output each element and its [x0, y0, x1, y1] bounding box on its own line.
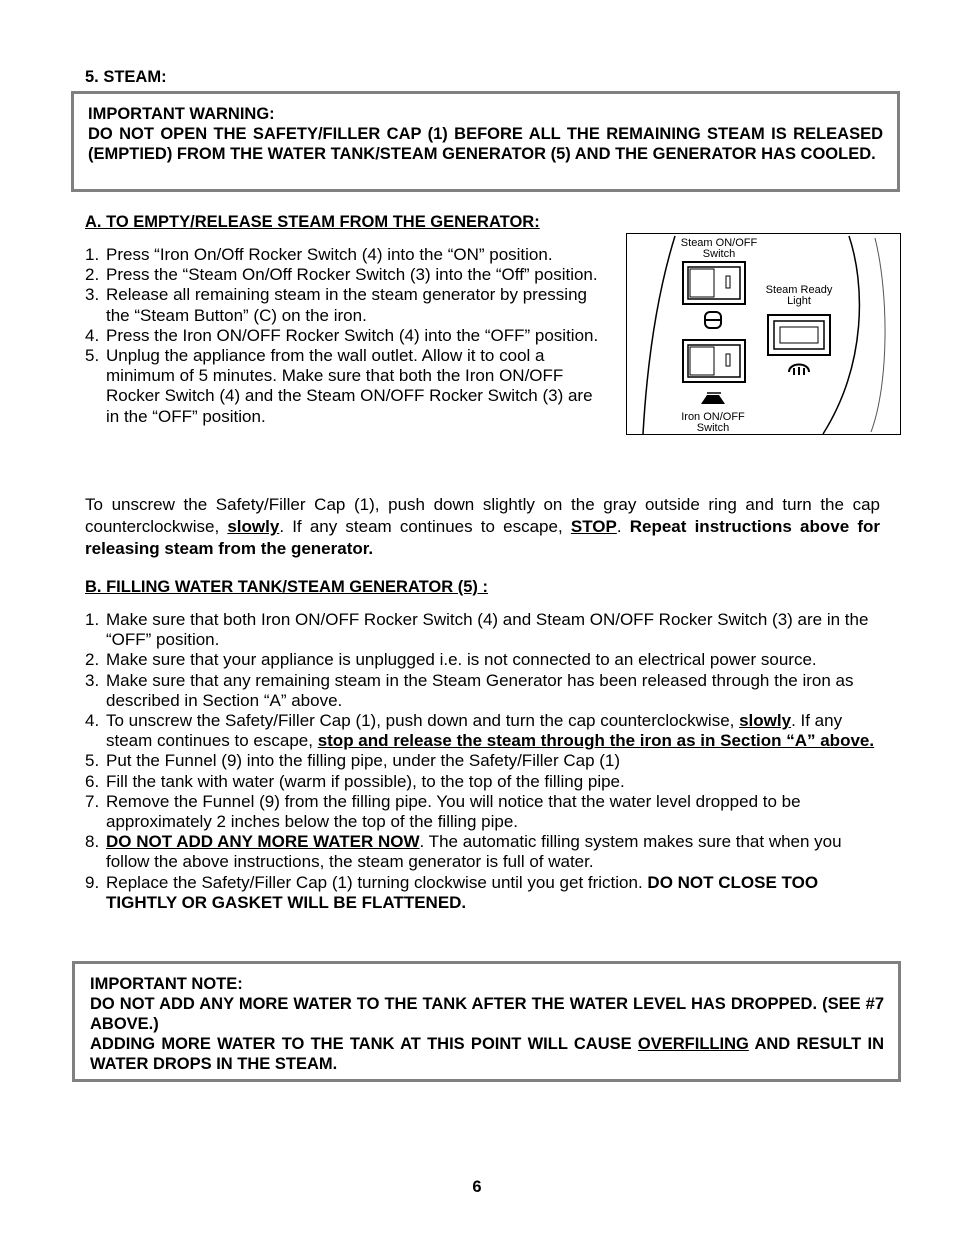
iron-switch-label: Iron ON/OFF Switch: [681, 411, 745, 434]
note-box: [72, 961, 901, 1082]
list-item: 1. Press “Iron On/Off Rocker Switch (4) into the “ON” position.: [85, 245, 553, 264]
control-panel-figure: [626, 233, 901, 435]
list-item: 4. To unscrew the Safety/Filler Cap (1), push down and turn the cap counterclockwise, slowly. If any steam continues to escape, stop and release the steam through the iron as in Section “A” above.: [85, 711, 875, 751]
list-item: 2. Press the “Steam On/Off Rocker Switch (3) into the “Off” position.: [85, 265, 598, 285]
section-a-heading: A. TO EMPTY/RELEASE STEAM FROM THE GENERATOR:: [85, 213, 540, 231]
list-item: 4. Press the Iron ON/OFF Rocker Switch (4) into the “OFF” position.: [85, 325, 599, 345]
list-item: 2. Make sure that your appliance is unplugged i.e. is not connected to an electrical power source.: [85, 650, 817, 670]
section-title: 5. STEAM:: [85, 68, 167, 86]
note-line-1: DO NOT ADD ANY MORE WATER TO THE TANK AFTER THE WATER LEVEL HAS DROPPED. (SEE #7 ABOVE.): [90, 995, 884, 1033]
warning-text: DO NOT OPEN THE SAFETY/FILLER CAP (1) BEFORE ALL THE REMAINING STEAM IS RELEASED (EMPTIED) FROM THE WATER TANK/STEAM GENERATOR (5) AND THE GENERATOR HAS COOLED.: [88, 125, 883, 163]
control-panel-drawing: [627, 234, 901, 435]
note-title: IMPORTANT NOTE:: [90, 975, 243, 993]
list-item: 5. Unplug the appliance from the wall outlet. Allow it to cool a minimum of 5 minutes. Make sure that both the Iron ON/OFF Rocker Switch (4) and the Steam ON/OFF Rocker Switch (3) are in the “OFF” position.: [85, 346, 593, 426]
note-line-2: ADDING MORE WATER TO THE TANK AT THIS POINT WILL CAUSE OVERFILLING AND RESULT IN WATER DROPS IN THE STEAM.: [90, 1035, 885, 1073]
section-b-steps: [85, 610, 880, 913]
steam-switch-label: Steam ON/OFF Switch: [680, 237, 758, 260]
unscrew-paragraph: To unscrew the Safety/Filler Cap (1), push down slightly on the gray outside ring and turn the cap counterclockwise, slowly. If any steam continues to escape, STOP. Repeat instructions above for releasing steam from the generator.: [85, 495, 881, 558]
list-item: 3. Release all remaining steam in the steam generator by pressing the “Steam Button” (C) on the iron.: [85, 285, 587, 325]
warning-box: [71, 91, 900, 192]
list-item: 8. DO NOT ADD ANY MORE WATER NOW. The automatic filling system makes sure that when you follow the above instructions, the steam generator is full of water.: [85, 832, 842, 872]
list-item: 3. Make sure that any remaining steam in the Steam Generator has been released through the iron as described in Section “A” above.: [85, 670, 854, 710]
steam-ready-label: Steam Ready Light: [765, 284, 833, 307]
list-item: 9. Replace the Safety/Filler Cap (1) turning clockwise until you get friction. DO NOT CLOSE TOO TIGHTLY OR GASKET WILL BE FLATTENED.: [85, 872, 819, 912]
list-item: 6. Fill the tank with water (warm if possible), to the top of the filling pipe.: [85, 771, 625, 791]
list-item: 1. Make sure that both Iron ON/OFF Rocker Switch (4) and Steam ON/OFF Rocker Switch (3) are in the “OFF” position.: [85, 610, 869, 650]
page-number: 6: [472, 1178, 482, 1196]
section-b-heading: B. FILLING WATER TANK/STEAM GENERATOR (5) :: [85, 578, 489, 596]
list-item: 7. Remove the Funnel (9) from the filling pipe. You will notice that the water level dropped to be approximately 2 inches below the top of the filling pipe.: [85, 791, 801, 832]
warning-title: IMPORTANT WARNING:: [88, 105, 275, 123]
section-a-steps: [85, 245, 605, 427]
list-item: 5. Put the Funnel (9) into the filling pipe, under the Safety/Filler Cap (1): [85, 751, 621, 771]
